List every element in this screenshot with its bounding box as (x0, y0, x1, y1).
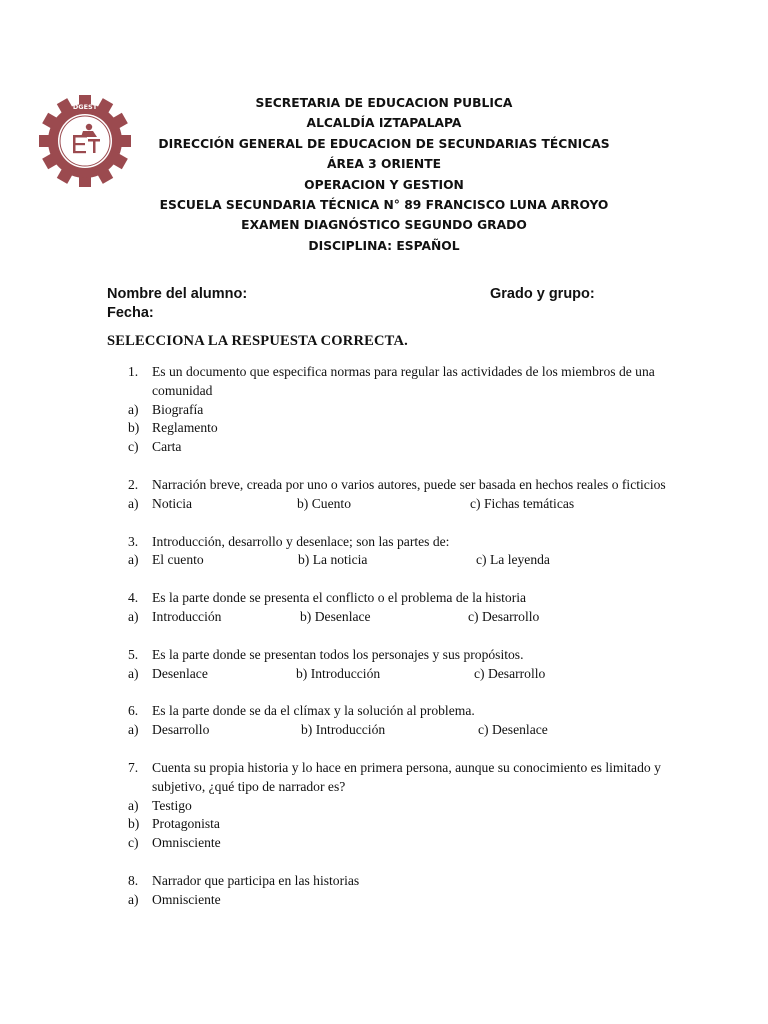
option-marker: a) (128, 495, 139, 511)
option-text: Protagonista (152, 816, 220, 832)
header-line: SECRETARIA DE EDUCACION PUBLICA (255, 96, 513, 110)
question-number: 2. (128, 476, 139, 492)
option-text: b) Cuento (297, 495, 351, 511)
option-marker: a) (128, 401, 139, 417)
header-line: ESCUELA SECUNDARIA TÉCNICA N° 89 FRANCISCO LUNA ARROYO (159, 198, 609, 213)
document-header (0, 93, 768, 256)
grade-group-label: Grado y grupo: (490, 286, 595, 302)
header-line: ÁREA 3 ORIENTE (327, 157, 441, 172)
option-marker: b) (128, 816, 140, 832)
option-marker: a) (128, 722, 139, 738)
option-text: c) Fichas temáticas (470, 495, 575, 511)
question-number: 8. (128, 872, 139, 888)
option-text: Omnisciente (152, 891, 221, 907)
question-number: 5. (128, 646, 139, 662)
header-line: DISCIPLINA: ESPAÑOL (308, 238, 460, 253)
question-1 (128, 363, 668, 457)
question-text: Narración breve, creada por uno o varios autores, puede ser basada en hechos reales o ficticios (152, 476, 666, 492)
header-line: OPERACION Y GESTION (304, 177, 464, 192)
header-line: DIRECCIÓN GENERAL DE EDUCACION DE SECUNDARIAS TÉCNICAS (158, 136, 610, 151)
logo-text: DGEST (72, 103, 98, 111)
option-marker: a) (128, 665, 139, 681)
option-text: Carta (152, 439, 182, 455)
question-text: Es la parte donde se presentan todos los personajes y sus propósitos. (152, 646, 524, 662)
option-text: c) La leyenda (476, 552, 550, 568)
student-fields (107, 285, 667, 323)
option-marker: c) (128, 835, 139, 851)
option-text: Reglamento (152, 420, 218, 436)
question-8 (128, 872, 668, 910)
question-number: 6. (128, 703, 139, 719)
question-3 (128, 533, 668, 571)
question-list (128, 363, 668, 929)
header-line: ALCALDÍA IZTAPALAPA (306, 116, 462, 131)
question-4 (128, 589, 668, 627)
option-marker: c) (128, 439, 139, 455)
question-text: Narrador que participa en las historias (152, 872, 360, 888)
question-text: Introducción, desarrollo y desenlace; son las partes de: (152, 533, 450, 549)
question-2 (128, 476, 668, 514)
option-text: c) Desarrollo (468, 608, 540, 624)
option-text: b) Desenlace (300, 608, 371, 624)
question-number: 1. (128, 364, 139, 379)
question-5 (128, 646, 668, 684)
option-text: b) Introducción (301, 722, 386, 738)
question-number: 3. (128, 533, 139, 549)
option-text: El cuento (152, 552, 204, 568)
option-text: b) La noticia (298, 552, 368, 568)
option-marker: a) (128, 552, 139, 568)
student-name-label: Nombre del alumno: (107, 286, 248, 302)
option-marker: b) (128, 420, 140, 436)
option-text: b) Introducción (296, 665, 381, 681)
option-text: c) Desarrollo (474, 665, 546, 681)
question-text: Cuenta su propia historia y lo hace en primera persona, aunque su conocimiento es limitado y subjetivo, ¿qué tipo de narrador es? (152, 759, 661, 794)
question-number: 7. (128, 759, 139, 775)
option-text: Introducción (152, 608, 222, 624)
header-line: EXAMEN DIAGNÓSTICO SEGUNDO GRADO (241, 218, 527, 233)
option-text: Biografía (152, 401, 204, 417)
option-text: Noticia (152, 495, 193, 511)
option-marker: a) (128, 797, 139, 813)
question-7 (128, 759, 668, 853)
question-text: Es la parte donde se da el clímax y la solución al problema. (152, 703, 475, 719)
instruction-heading: SELECCIONA LA RESPUESTA CORRECTA. (107, 333, 408, 349)
question-text: Es un documento que especifica normas para regular las actividades de los miembros de una comunidad (152, 364, 655, 398)
option-text: Testigo (152, 797, 192, 813)
option-text: Desarrollo (152, 722, 210, 738)
question-number: 4. (128, 590, 139, 606)
option-text: Desenlace (152, 665, 208, 681)
option-text: c) Desenlace (478, 722, 548, 738)
option-marker: a) (128, 608, 139, 624)
date-label: Fecha: (107, 305, 154, 321)
option-marker: a) (128, 891, 139, 907)
question-text: Es la parte donde se presenta el conflicto o el problema de la historia (152, 590, 527, 606)
question-6 (128, 702, 668, 740)
option-text: Omnisciente (152, 835, 221, 851)
